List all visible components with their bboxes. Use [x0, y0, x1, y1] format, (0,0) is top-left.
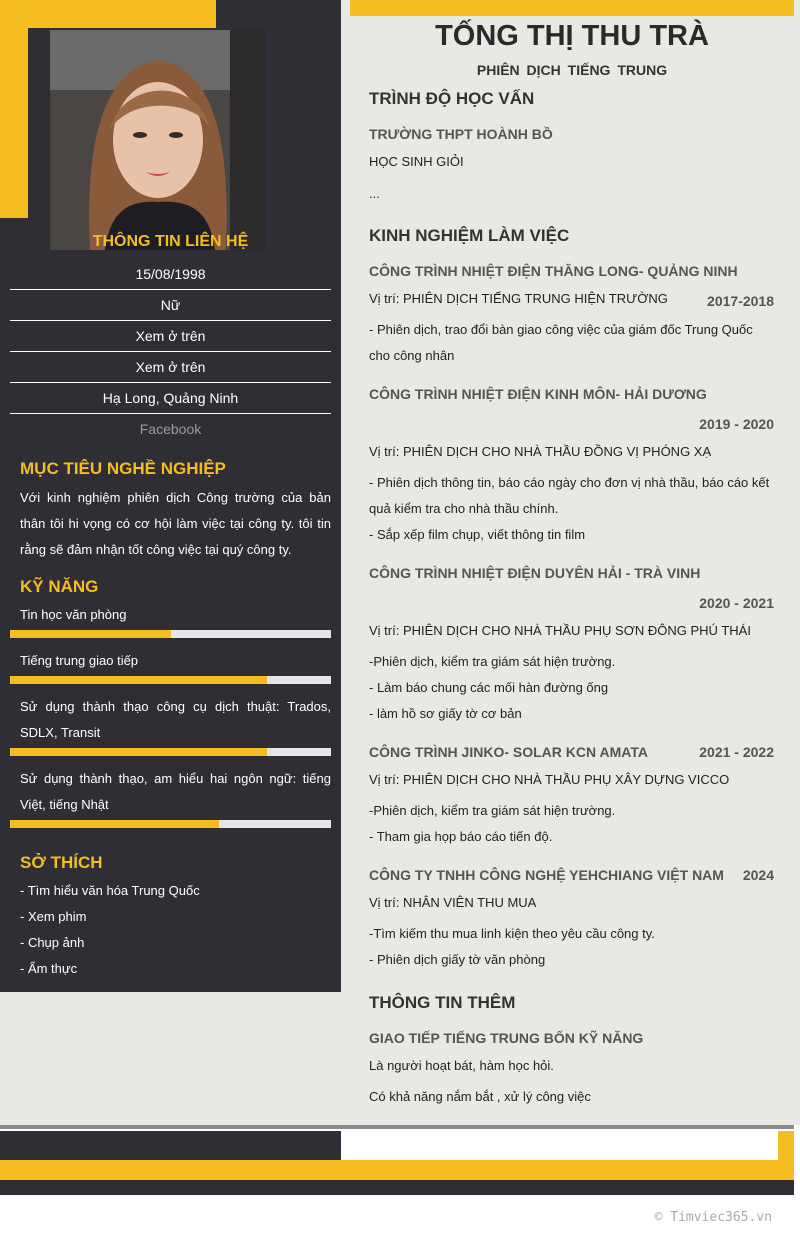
- candidate-job-title: PHIÊN DỊCH TIẾNG TRUNG: [476, 62, 668, 78]
- footer-accent-band: [0, 1160, 794, 1181]
- skill-label: Sử dụng thành thạo công cụ dịch thuật: Trados, SDLX, Transit: [20, 699, 331, 740]
- skill-item: [10, 694, 331, 756]
- skill-bar-fill: [10, 676, 267, 684]
- contact-gender: Nữ: [10, 290, 331, 321]
- job-position: Vị trí: PHIÊN DỊCH CHO NHÀ THẦU PHỤ SƠN ĐÔNG PHÚ THÁI: [369, 623, 751, 638]
- skill-bar: [10, 676, 331, 684]
- objective-section-title: MỤC TIÊU NGHỀ NGHIỆP: [20, 459, 226, 478]
- job-header: [369, 867, 774, 883]
- skill-bar-fill: [10, 748, 267, 756]
- job-date: 2021 - 2022: [699, 744, 774, 760]
- hobby-list: [20, 878, 200, 982]
- extra-info-line: Là người hoạt bát, hàm học hỏi.: [369, 1058, 554, 1073]
- job-description: -Tìm kiếm thu mua linh kiện theo yêu cầu công ty.: [369, 926, 655, 941]
- skills-section-title: KỸ NĂNG: [20, 577, 99, 596]
- job-position: Vị trí: PHIÊN DỊCH CHO NHÀ THẦU PHỤ XÂY DỰNG VICCO: [369, 772, 730, 787]
- skill-item: [10, 648, 331, 684]
- job-description: - Phiên dịch thông tin, báo cáo ngày cho đơn vị nhà thầu, báo cáo kết quả kiểm tra cho nhà thầu chính.: [369, 475, 770, 516]
- hobby-item: - Chụp ảnh: [20, 935, 85, 950]
- job-position: Vị trí: PHIÊN DỊCH CHO NHÀ THẦU ĐỒNG VỊ PHÓNG XẠ: [369, 444, 712, 459]
- hobbies-section-title: SỞ THÍCH: [20, 853, 103, 872]
- skill-item: [10, 766, 331, 828]
- footer-dark-band-left: [0, 1131, 341, 1161]
- extra-info-line: Có khả năng nắm bắt , xử lý công việc: [369, 1089, 591, 1104]
- skill-label: Tiếng trung giao tiếp: [20, 653, 139, 668]
- contact-phone: Xem ở trên: [10, 321, 331, 352]
- skill-bar-fill: [10, 630, 171, 638]
- footer-dark-band: [0, 1180, 794, 1195]
- job-company: CÔNG TY TNHH CÔNG NGHỆ YEHCHIANG VIỆT NAM: [369, 867, 724, 883]
- job-description: - làm hồ sơ giấy tờ cơ bản: [369, 706, 522, 721]
- job-description: - Tham gia họp báo cáo tiến độ.: [369, 829, 553, 844]
- skill-bar: [10, 630, 331, 638]
- job-position: Vị trí: PHIÊN DỊCH TIẾNG TRUNG HIỆN TRƯỜNG: [369, 291, 668, 306]
- education-line: ...: [369, 186, 380, 201]
- job-date: 2019 - 2020: [699, 416, 774, 432]
- footer-divider: [0, 1125, 794, 1129]
- skill-label: Sử dụng thành thạo, am hiểu hai ngôn ngữ: tiếng Việt, tiếng Nhật: [20, 771, 331, 812]
- job-company: CÔNG TRÌNH NHIỆT ĐIỆN THĂNG LONG- QUẢNG NINH: [369, 263, 738, 279]
- profile-photo: [50, 30, 265, 250]
- hobby-item: - Xem phim: [20, 909, 87, 924]
- job-company: CÔNG TRÌNH NHIỆT ĐIỆN DUYÊN HẢI - TRÀ VINH: [369, 565, 701, 581]
- skill-bar: [10, 748, 331, 756]
- contact-facebook-link[interactable]: Facebook: [139, 421, 202, 437]
- objective-text: Với kinh nghiệm phiên dịch Công trường của bản thân tôi hi vọng có cơ hội làm việc tại công ty. tôi tin rằng sẽ đảm nhận tốt công việc tại quý công ty.: [20, 490, 331, 557]
- skill-label: Tin học văn phòng: [20, 607, 127, 622]
- job-description: -Phiên dịch, kiểm tra giám sát hiện trường.: [369, 803, 616, 818]
- extra-info-subtitle: GIAO TIẾP TIẾNG TRUNG BỐN KỸ NĂNG: [369, 1030, 644, 1046]
- job-description: - Phiên dịch, trao đổi bàn giao công việc của giám đốc Trung Quốc cho công nhân: [369, 322, 753, 363]
- education-school: TRƯỜNG THPT HOÀNH BỒ: [369, 126, 553, 142]
- accent-bar-top-left: [0, 0, 216, 28]
- contact-list: [10, 259, 331, 445]
- hobby-item: - Ẩm thực: [20, 961, 78, 976]
- job-position: Vị trí: NHÂN VIÊN THU MUA: [369, 895, 537, 910]
- experience-section-title: KINH NGHIỆM LÀM VIỆC: [369, 226, 570, 245]
- accent-strip-left: [0, 0, 28, 218]
- job-date: 2024: [742, 867, 774, 883]
- job-description: - Làm báo chung các mối hàn đường ống: [369, 680, 609, 695]
- job-header: [369, 744, 774, 760]
- job-description: -Phiên dịch, kiểm tra giám sát hiện trường.: [369, 654, 616, 669]
- candidate-name: TỐNG THỊ THU TRÀ: [435, 20, 709, 52]
- contact-section-title: THÔNG TIN LIÊN HỆ: [92, 233, 249, 250]
- job-date: 2020 - 2021: [699, 595, 774, 611]
- job-description: - Sắp xếp film chụp, viết thông tin film: [369, 527, 586, 542]
- skill-bar: [10, 820, 331, 828]
- hobby-item: - Tìm hiểu văn hóa Trung Quốc: [20, 883, 200, 898]
- skill-item: [10, 602, 331, 638]
- job-company: CÔNG TRÌNH NHIỆT ĐIỆN KINH MÔN- HẢI DƯƠNG: [369, 386, 707, 402]
- job-company: CÔNG TRÌNH JINKO- SOLAR KCN AMATA: [369, 744, 648, 760]
- contact-address: Hạ Long, Quảng Ninh: [10, 383, 331, 414]
- skill-bar-fill: [10, 820, 219, 828]
- education-line: HỌC SINH GIỎI: [369, 154, 464, 169]
- accent-bar-top-right: [350, 0, 794, 16]
- job-description: - Phiên dịch giấy tờ văn phòng: [369, 952, 546, 967]
- watermark-text: © Timviec365.vn: [654, 1210, 772, 1225]
- extra-info-section-title: THÔNG TIN THÊM: [369, 993, 516, 1012]
- contact-email: Xem ở trên: [10, 352, 331, 383]
- contact-birthday: 15/08/1998: [10, 259, 331, 290]
- education-section-title: TRÌNH ĐỘ HỌC VẤN: [369, 89, 535, 108]
- job-date: 2017-2018: [707, 293, 774, 309]
